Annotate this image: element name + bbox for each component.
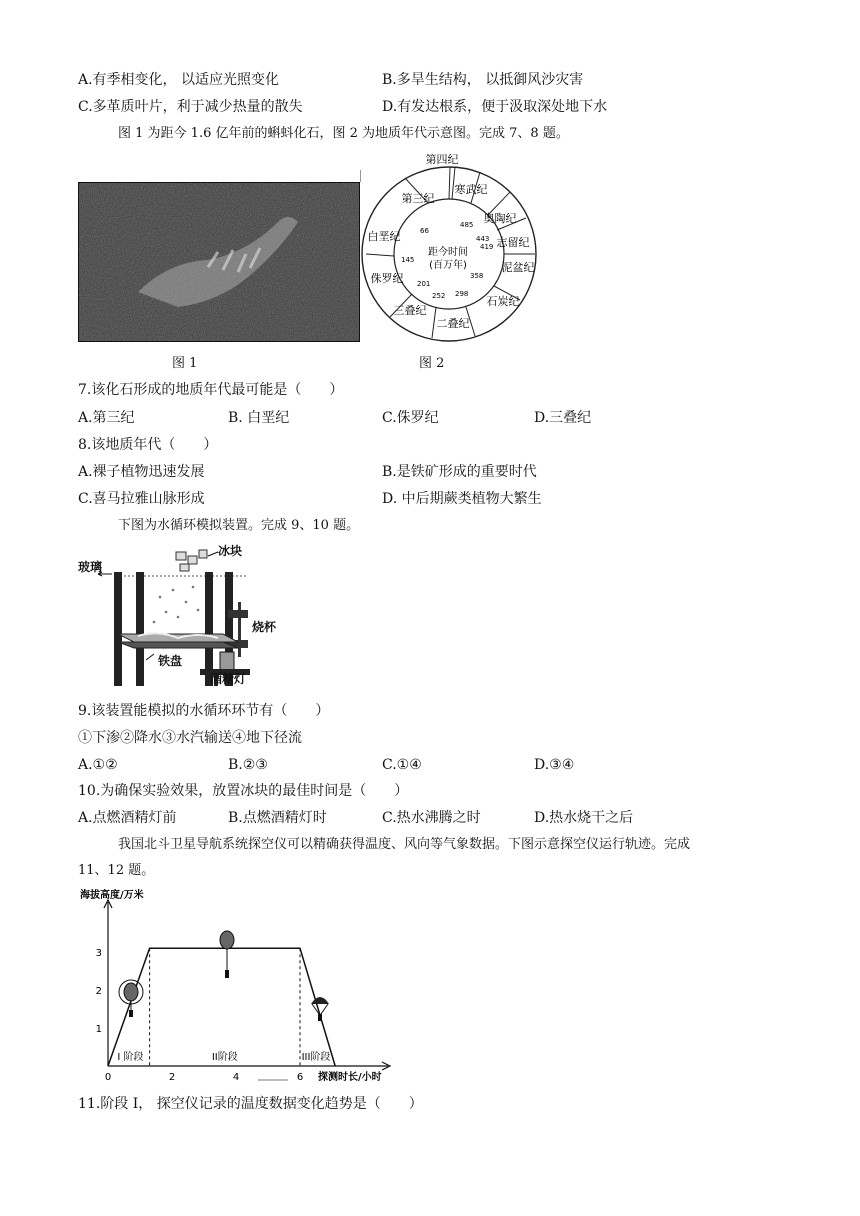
label-glass: 玻璃 <box>78 560 103 574</box>
label-beaker: 烧杯 <box>252 620 277 634</box>
age-298: 298 <box>455 290 469 298</box>
period-carboniferous: 石炭纪 <box>486 295 520 308</box>
x-tick-label: 2 <box>168 1072 176 1083</box>
period-ordovician: 奥陶纪 <box>483 212 517 225</box>
q10-option-c: C.热水沸腾之时 <box>382 810 481 826</box>
q9-option-c: C.①④ <box>382 757 422 773</box>
label-lamp: 酒精灯 <box>210 672 247 686</box>
stage-label: III阶段 <box>301 1052 331 1063</box>
intro-7-8: 图 1 为距今 1.6 亿年前的蝌蚪化石，图 2 为地质年代示意图。完成 7、8 题。 <box>118 126 569 141</box>
q7-stem: 7.该化石形成的地质年代最可能是（ ） <box>78 382 344 398</box>
q8-option-b: B.是铁矿形成的重要时代 <box>382 464 537 480</box>
q6-option-b: B.多旱生结构， 以抵御风沙灾害 <box>382 72 584 88</box>
x-tick-label: 6 <box>296 1072 304 1083</box>
fig1-top-rule <box>78 182 360 183</box>
q9-option-a: A.①② <box>78 757 118 773</box>
water-cycle-apparatus <box>78 542 278 690</box>
parachute-icon <box>311 997 329 1021</box>
geologic-time-wheel <box>360 150 540 348</box>
period-tertiary: 第三纪 <box>401 192 435 205</box>
x-axis-label: 探测时长/小时 <box>318 1072 382 1083</box>
sonde-trajectory-chart <box>78 886 398 1086</box>
age-485: 485 <box>460 221 474 229</box>
q8-option-d: D. 中后期蕨类植物大繁生 <box>382 491 542 507</box>
intro-9-10: 下图为水循环模拟装置。完成 9、10 题。 <box>118 518 360 533</box>
stage-label: I 阶段 <box>117 1052 144 1063</box>
trajectory-line <box>108 948 335 1066</box>
age-145: 145 <box>401 256 415 264</box>
wheel-center-line2: (百万年) <box>429 260 467 271</box>
q6-option-d: D.有发达根系，便于汲取深处地下水 <box>382 99 608 115</box>
age-419: 419 <box>480 243 494 251</box>
period-triassic: 三叠纪 <box>393 304 427 317</box>
q8-option-a: A.裸子植物迅速发展 <box>78 464 205 480</box>
y-axis-label: 海拔高度/万米 <box>80 890 144 901</box>
period-cretaceous: 白垩纪 <box>367 230 401 243</box>
fig1-caption: 图 1 <box>172 356 198 371</box>
period-cambrian: 寒武纪 <box>454 183 488 196</box>
period-jurassic: 侏罗纪 <box>370 272 404 285</box>
q9-items: ①下渗②降水③水汽输送④地下径流 <box>78 730 302 746</box>
label-ice: 冰块 <box>218 544 243 558</box>
x-tick-label: 4 <box>232 1072 240 1083</box>
q10-option-a: A.点燃酒精灯前 <box>78 810 177 826</box>
balloon-icon-floating <box>220 931 234 978</box>
q10-option-d: D.热水烧干之后 <box>534 810 634 826</box>
intro-11-12-line1: 我国北斗卫星导航系统探空仪可以精确获得温度、风向等气象数据。下图示意探空仪运行轨迹。完成 <box>118 837 691 852</box>
q11-stem: 11.阶段 Ⅰ， 探空仪记录的温度数据变化趋势是（ ） <box>78 1096 423 1112</box>
q6-option-c: C.多革质叶片，利于减少热量的散失 <box>78 99 303 115</box>
q10-stem: 10.为确保实验效果，放置冰块的最佳时间是（ ） <box>78 783 409 799</box>
balloon-icon-rising <box>119 980 143 1017</box>
y-tick-label: 1 <box>95 1024 102 1035</box>
period-silurian: 志留纪 <box>496 236 530 249</box>
q7-option-a: A.第三纪 <box>78 410 135 426</box>
q9-option-b: B.②③ <box>228 757 268 773</box>
q9-option-d: D.③④ <box>534 757 575 773</box>
age-358: 358 <box>470 272 484 280</box>
label-tray: 铁盘 <box>158 654 183 668</box>
stage-label: II阶段 <box>211 1052 238 1063</box>
q9-stem: 9.该装置能模拟的水循环环节有（ ） <box>78 703 330 719</box>
age-252: 252 <box>432 292 446 300</box>
x-tick-label: 0 <box>104 1072 112 1083</box>
y-tick-label: 2 <box>95 986 102 997</box>
q7-option-b: B. 白垩纪 <box>228 410 290 426</box>
q7-option-c: C.侏罗纪 <box>382 410 439 426</box>
age-201: 201 <box>417 280 431 288</box>
period-permian: 二叠纪 <box>436 317 470 330</box>
fig2-caption: 图 2 <box>419 356 445 371</box>
age-443: 443 <box>476 235 490 243</box>
q7-option-d: D.三叠纪 <box>534 410 592 426</box>
fossil-photo <box>78 182 360 342</box>
intro-11-12-line2: 11、12 题。 <box>78 863 155 878</box>
age-66: 66 <box>420 227 429 235</box>
q8-option-c: C.喜马拉雅山脉形成 <box>78 491 205 507</box>
y-tick-label: 3 <box>95 948 102 959</box>
period-quaternary: 第四纪 <box>425 153 459 166</box>
q8-stem: 8.该地质年代（ ） <box>78 437 218 453</box>
q6-option-a: A.有季相变化， 以适应光照变化 <box>78 72 280 88</box>
period-devonian: 泥盆纪 <box>501 261 535 274</box>
q10-option-b: B.点燃酒精灯时 <box>228 810 327 826</box>
wheel-center-line1: 距今时间 <box>428 247 468 258</box>
